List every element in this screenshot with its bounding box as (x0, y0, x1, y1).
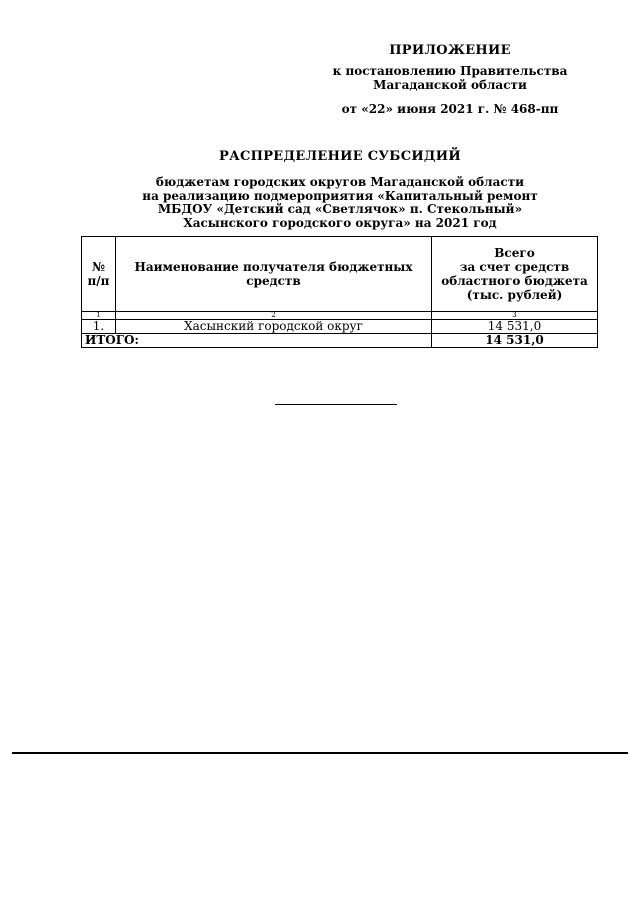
appendix-block (330, 44, 570, 116)
appendix-region-line: Магаданской области (373, 78, 527, 92)
column-number: 2 (116, 312, 432, 320)
total-label: ИТОГО: (82, 334, 432, 348)
appendix-date-line: от «22» июня 2021 г. № 468-пп (341, 102, 559, 116)
title-subline-2: на реализацию подмероприятия «Капитальный ремонт (142, 188, 538, 203)
title-subline-3: МБДОУ «Детский сад «Светлячок» п. Стекольный» (157, 202, 523, 216)
column-number: 3 (432, 312, 598, 320)
document-title: РАСПРЕДЕЛЕНИЕ СУБСИДИЙ (219, 149, 461, 164)
appendix-heading: ПРИЛОЖЕНИЕ (389, 43, 511, 58)
table-header-row (82, 237, 598, 312)
row-amount: 14 531,0 (432, 320, 598, 334)
header-amount: Всего за счет средств областного бюджета (тыс. рублей) (432, 237, 598, 312)
title-subline-4: Хасынского городского округа» на 2021 год (183, 215, 497, 230)
subsidy-table (81, 236, 598, 348)
total-row (82, 334, 598, 348)
header-recipient-name: Наименование получателя бюджетных средств (116, 237, 432, 312)
document-title-block (80, 149, 600, 230)
end-divider (275, 404, 397, 405)
appendix-decree-line: к постановлению Правительства (332, 64, 568, 78)
title-subline-1: бюджетам городских округов Магаданской области (155, 175, 525, 189)
total-amount: 14 531,0 (432, 334, 598, 348)
row-number: 1. (82, 320, 116, 334)
header-number: № п/п (82, 237, 116, 312)
table-row (82, 320, 598, 334)
row-recipient-name: Хасынский городской округ (116, 320, 432, 334)
scan-edge-line (12, 752, 628, 754)
column-number: 1 (82, 312, 116, 320)
